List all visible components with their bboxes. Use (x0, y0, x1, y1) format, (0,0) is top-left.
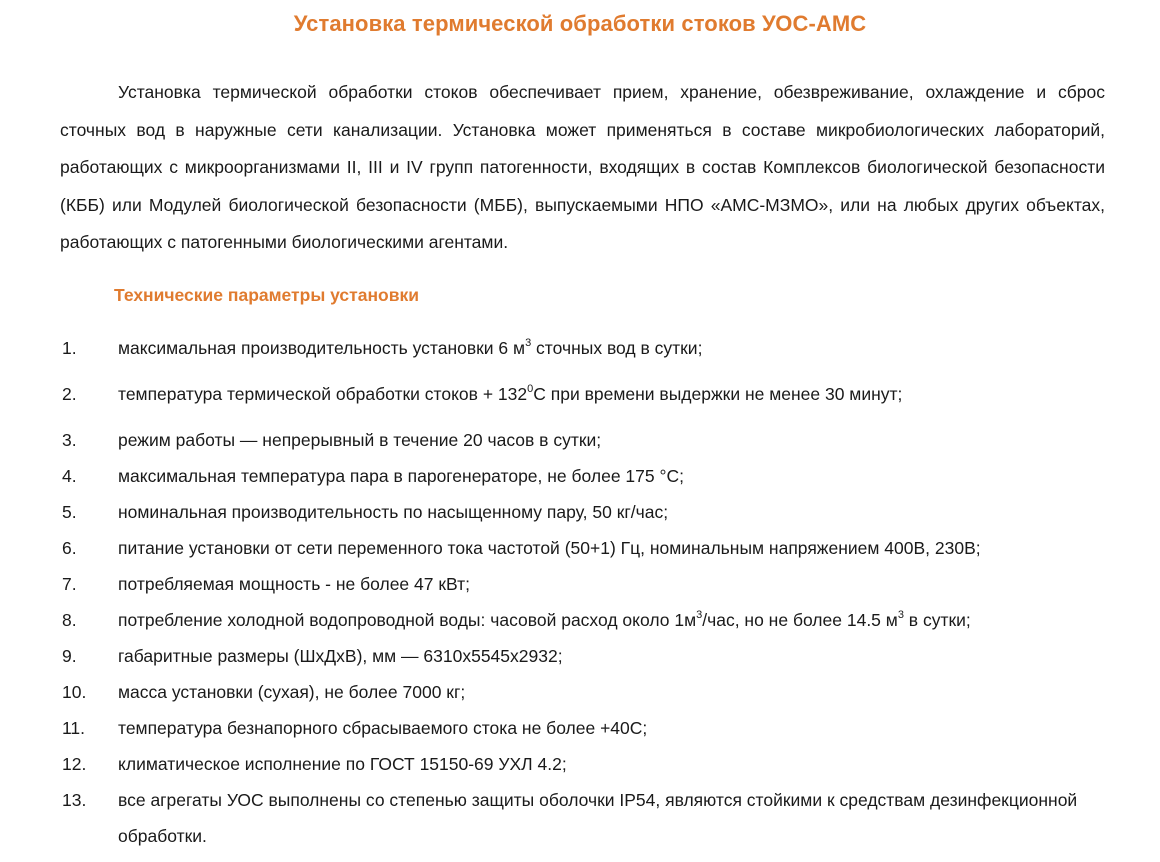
param-text: питание установки от сети переменного тока частотой (50+1) Гц, номинальным напряжением 400В, 230В; (118, 538, 981, 558)
param-item-1 (62, 330, 1122, 376)
param-text: температура безнапорного сбрасываемого стока не более +40С; (118, 718, 648, 738)
param-item-8 (62, 602, 1122, 638)
param-text: масса установки (сухая), не более 7000 кг; (118, 682, 466, 702)
param-text: температура термической обработки стоков + $132^0С$ при времени выдержки не менее 30 минут; (118, 383, 903, 404)
param-text: потребление холодной водопроводной воды: часовой расход около $1м^3$/час, но не более 14.5 $м^3$ в сутки; (118, 609, 971, 630)
param-number: 4. (62, 466, 77, 486)
param-number: 10. (62, 682, 87, 702)
param-item-6 (62, 530, 1122, 566)
param-number: 2. (62, 384, 77, 404)
param-item-7 (62, 566, 1122, 602)
param-text: все агрегаты УОС выполнены со степенью защиты оболочки IP54, являются стойкими к средствам дезинфекционной обработки. (118, 790, 1078, 846)
param-number: 1. (62, 338, 77, 358)
param-number: 7. (62, 574, 77, 594)
param-number: 8. (62, 610, 77, 630)
param-number: 5. (62, 502, 77, 522)
param-text: потребляемая мощность - не более 47 кВт; (118, 574, 470, 594)
param-number: 9. (62, 646, 77, 666)
param-item-2 (62, 376, 1122, 422)
page-title: Установка термической обработки стоков УОС-АМС (293, 11, 867, 36)
param-item-13 (62, 782, 1122, 854)
param-text: режим работы — непрерывный в течение 20 часов в сутки; (118, 430, 602, 450)
param-text: максимальная производительность установки 6 $м^3$ сточных вод в сутки; (118, 337, 703, 358)
param-item-9 (62, 638, 1122, 674)
param-number: 6. (62, 538, 77, 558)
param-text: максимальная температура пара в парогенераторе, не более 175 °С; (118, 466, 684, 486)
param-item-5 (62, 494, 1122, 530)
param-text: номинальная производительность по насыщенному пару, 50 кг/час; (118, 502, 669, 522)
param-number: 3. (62, 430, 77, 450)
param-number: 13. (62, 790, 87, 810)
intro-paragraph: Установка термической обработки стоков обеспечивает прием, хранение, обезвреживание, охлаждение и сброс сточных вод в наружные сети канализации. Установка может применяться в составе микробиологических лабораторий, работающих с микроорганизмами II, III и IV групп патогенности, входящих в состав Комплексов биологической безопасности (КББ) или Модулей биологической безопасности (МББ), выпускаемыми НПО «АМС-МЗМО», или на любых других объектах, работающих с патогенными биологическими агентами. (60, 82, 1105, 252)
param-number: 11. (62, 718, 86, 738)
param-item-4 (62, 458, 1122, 494)
section-title: Технические параметры установки (114, 285, 419, 305)
param-item-12 (62, 746, 1122, 782)
param-text: габаритные размеры (ШхДхВ), мм — 6310х5545х2932; (118, 646, 563, 666)
parameters-list (62, 330, 1122, 854)
param-item-3 (62, 422, 1122, 458)
param-text: климатическое исполнение по ГОСТ 15150-69 УХЛ 4.2; (118, 754, 567, 774)
param-item-10 (62, 674, 1122, 710)
param-number: 12. (62, 754, 87, 774)
param-item-11 (62, 710, 1122, 746)
